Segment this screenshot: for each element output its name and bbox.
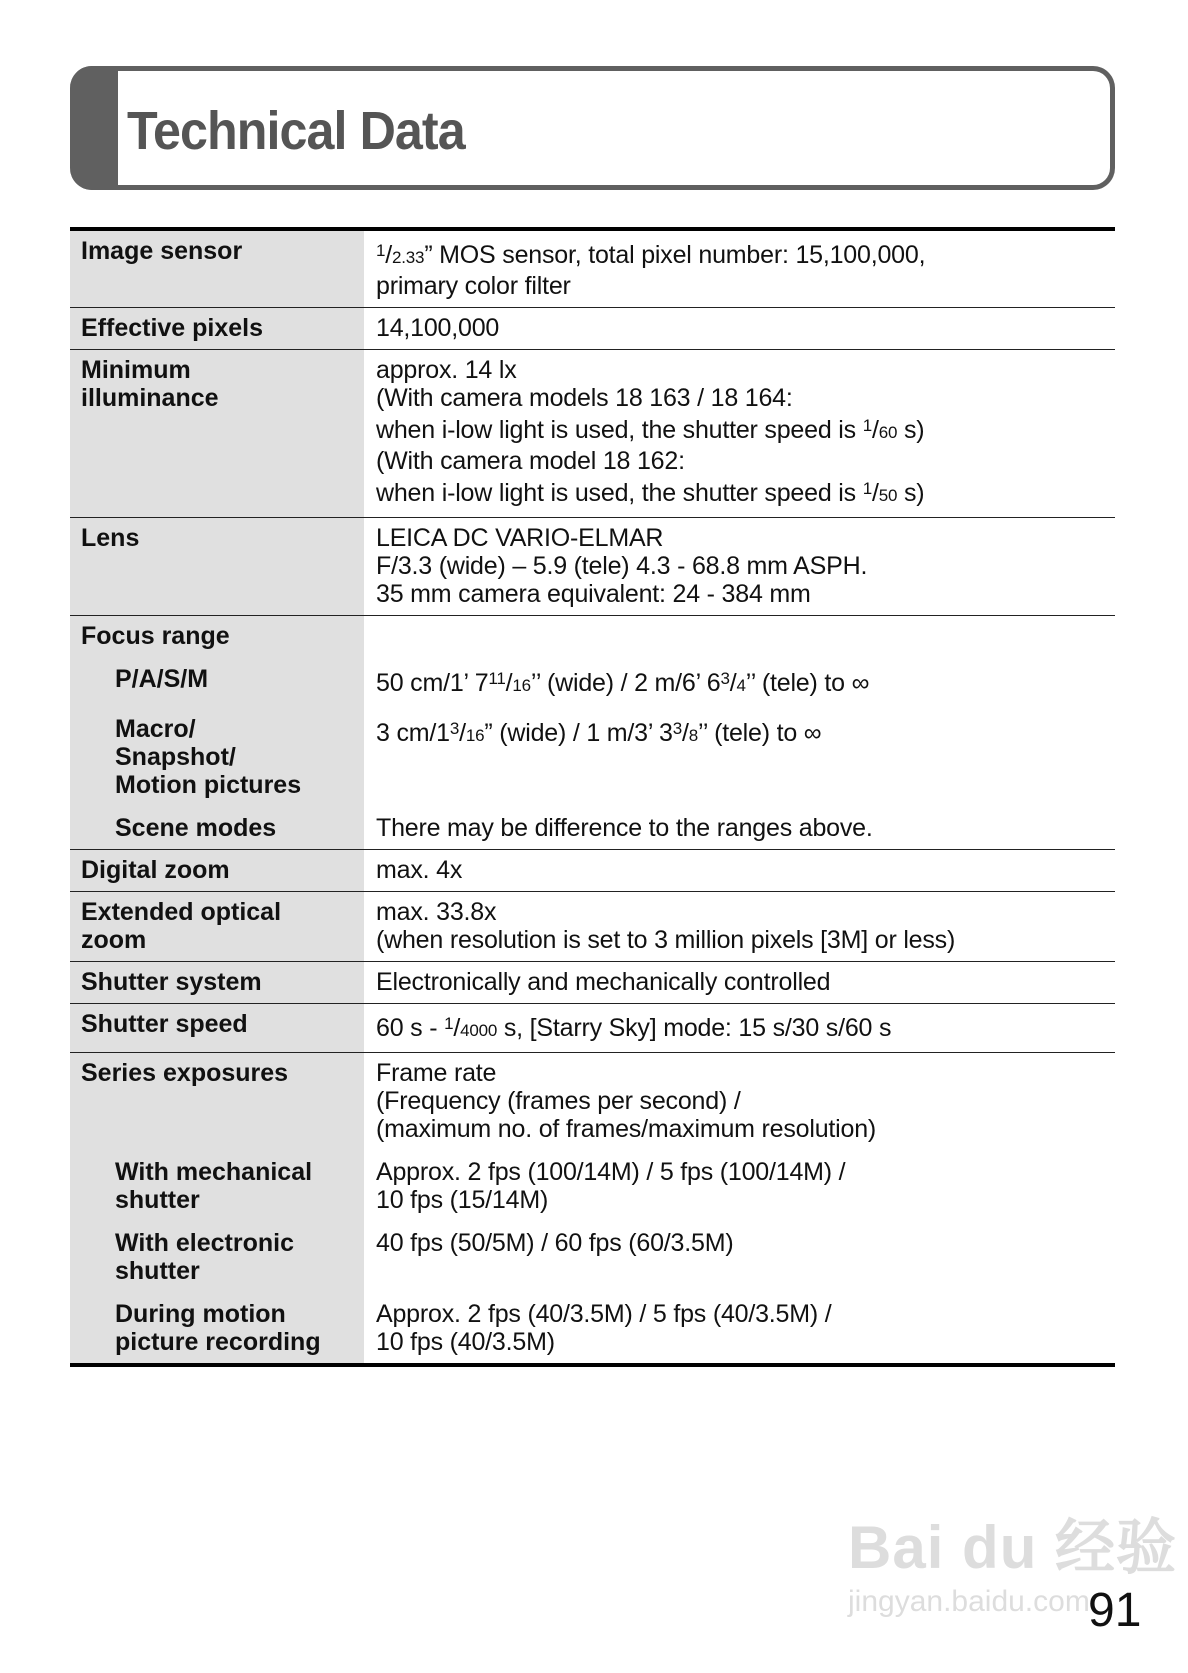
spec-label bbox=[70, 1004, 364, 1052]
fraction-numerator: 11 bbox=[488, 669, 506, 688]
value-text: s) bbox=[897, 416, 925, 444]
value-line bbox=[376, 1158, 1105, 1186]
label-line: During motion bbox=[115, 1300, 286, 1328]
value-text: max. 4x bbox=[376, 856, 463, 884]
label-line: shutter bbox=[115, 1257, 200, 1285]
value-text: 35 mm camera equivalent: 24 - 384 mm bbox=[376, 580, 811, 608]
spec-block bbox=[70, 892, 1115, 961]
spec-block bbox=[70, 518, 1115, 615]
spec-sublabel bbox=[70, 1288, 364, 1363]
value-line bbox=[376, 1229, 1105, 1257]
spec-block bbox=[70, 616, 1115, 653]
table-row bbox=[70, 350, 1115, 518]
spec-value bbox=[364, 962, 1115, 1003]
value-line bbox=[376, 356, 1105, 384]
spec-sublabel bbox=[70, 1146, 364, 1217]
value-text: when i-low light is used, the shutter speed is bbox=[376, 479, 863, 507]
spec-block bbox=[70, 703, 1115, 802]
fraction bbox=[376, 241, 424, 269]
spec-value bbox=[364, 1217, 1115, 1288]
fraction bbox=[863, 416, 898, 444]
value-text: Electronically and mechanically controlled bbox=[376, 968, 831, 996]
fraction bbox=[863, 479, 898, 507]
fraction-numerator: 1 bbox=[862, 479, 872, 498]
spec-sublabel bbox=[70, 653, 364, 703]
value-text: 60 s - bbox=[376, 1014, 445, 1042]
value-line bbox=[376, 1059, 1105, 1087]
spec-value bbox=[364, 616, 1115, 653]
value-text: (when resolution is set to 3 million pixels [3M] or less) bbox=[376, 926, 956, 954]
value-line bbox=[376, 552, 1105, 580]
value-line bbox=[376, 1328, 1105, 1356]
value-text: (With camera models 18 163 / 18 164: bbox=[376, 384, 793, 412]
label-line: Extended optical bbox=[81, 898, 282, 926]
value-line bbox=[376, 1010, 1105, 1045]
fraction-denominator: 60 bbox=[878, 423, 898, 442]
value-text: F/3.3 (wide) – 5.9 (tele) 4.3 - 68.8 mm ASPH. bbox=[376, 552, 868, 580]
value-text: Approx. 2 fps (40/3.5M) / 5 fps (40/3.5M) / bbox=[376, 1300, 832, 1328]
value-line bbox=[376, 1300, 1105, 1328]
fraction-denominator: 8 bbox=[688, 726, 699, 745]
fraction-numerator: 1 bbox=[376, 241, 386, 260]
value-line bbox=[376, 272, 1105, 300]
spec-value bbox=[364, 703, 1115, 802]
label-line: Lens bbox=[81, 524, 140, 552]
fraction-denominator: 16 bbox=[465, 726, 485, 745]
value-text: Frame rate bbox=[376, 1059, 497, 1087]
fraction-numerator: 3 bbox=[720, 669, 730, 688]
label-line: Macro/ bbox=[115, 715, 196, 743]
fraction-numerator: 1 bbox=[862, 416, 872, 435]
page-title: Technical Data bbox=[127, 101, 465, 161]
table-row bbox=[70, 892, 1115, 962]
label-line: Snapshot/ bbox=[115, 743, 236, 771]
value-line bbox=[376, 1186, 1105, 1214]
value-text: (Frequency (frames per second) / bbox=[376, 1087, 741, 1115]
spec-label bbox=[70, 518, 364, 615]
spec-block bbox=[70, 802, 1115, 849]
table-row bbox=[70, 1053, 1115, 1363]
label-line: Scene modes bbox=[115, 814, 277, 842]
value-line bbox=[376, 856, 1105, 884]
label-line: P/A/S/M bbox=[115, 665, 209, 693]
label-line: Minimum bbox=[81, 356, 191, 384]
label-line: picture recording bbox=[115, 1328, 321, 1356]
baidu-watermark-url: jingyan.baidu.com bbox=[848, 1585, 1090, 1618]
fraction-slash: / bbox=[729, 669, 737, 697]
value-text: ’’ (tele) to ∞ bbox=[698, 719, 822, 747]
fraction-denominator: 2.33 bbox=[392, 248, 425, 267]
spec-sublabel bbox=[70, 802, 364, 849]
value-line bbox=[376, 524, 1105, 552]
value-text: s, [Starry Sky] mode: 15 s/30 s/60 s bbox=[497, 1014, 892, 1042]
value-text: (With camera model 18 162: bbox=[376, 447, 685, 475]
spec-value bbox=[364, 1288, 1115, 1363]
table-row bbox=[70, 616, 1115, 850]
table-row bbox=[70, 231, 1115, 308]
value-text: primary color filter bbox=[376, 272, 571, 300]
value-line bbox=[376, 926, 1105, 954]
spec-label bbox=[70, 350, 364, 517]
value-line bbox=[376, 1087, 1105, 1115]
spec-value bbox=[364, 892, 1115, 961]
fraction-slash: / bbox=[505, 669, 513, 697]
spec-value bbox=[364, 518, 1115, 615]
spec-block bbox=[70, 1053, 1115, 1146]
value-text: ” MOS sensor, total pixel number: 15,100,000, bbox=[424, 241, 926, 269]
fraction-numerator: 3 bbox=[672, 719, 683, 738]
spec-value bbox=[364, 1004, 1115, 1052]
spec-value bbox=[364, 850, 1115, 891]
value-text: ” (wide) / 1 m/3’ 3 bbox=[484, 719, 673, 747]
value-line bbox=[376, 898, 1105, 926]
spec-value bbox=[364, 653, 1115, 703]
fraction-denominator: 16 bbox=[512, 676, 531, 695]
spec-block bbox=[70, 231, 1115, 307]
value-line bbox=[376, 1115, 1105, 1143]
label-line: With mechanical bbox=[115, 1158, 313, 1186]
spec-label bbox=[70, 892, 364, 961]
table-row bbox=[70, 962, 1115, 1004]
fraction-slash: / bbox=[871, 416, 879, 444]
label-line: zoom bbox=[81, 926, 147, 954]
label-line: shutter bbox=[115, 1186, 200, 1214]
fraction-slash: / bbox=[682, 719, 689, 747]
fraction-slash: / bbox=[871, 479, 879, 507]
fraction-slash: / bbox=[385, 241, 393, 269]
fraction-denominator: 50 bbox=[878, 486, 898, 505]
value-line bbox=[376, 580, 1105, 608]
fraction-denominator: 4 bbox=[736, 676, 746, 695]
fraction bbox=[450, 719, 485, 747]
fraction bbox=[444, 1014, 497, 1042]
spec-label bbox=[70, 962, 364, 1003]
spec-block bbox=[70, 308, 1115, 349]
value-text: 14,100,000 bbox=[376, 314, 500, 342]
spec-sublabel bbox=[70, 703, 364, 802]
label-line: Motion pictures bbox=[115, 771, 302, 799]
spec-block bbox=[70, 1288, 1115, 1363]
title-box-accent-bar bbox=[70, 66, 118, 190]
value-text: 40 fps (50/5M) / 60 fps (60/3.5M) bbox=[376, 1229, 734, 1257]
label-line: Shutter system bbox=[81, 968, 262, 996]
spec-block bbox=[70, 962, 1115, 1003]
fraction-slash: / bbox=[453, 1014, 461, 1042]
spec-label bbox=[70, 308, 364, 349]
fraction bbox=[721, 669, 746, 697]
value-line bbox=[376, 968, 1105, 996]
spec-block bbox=[70, 850, 1115, 891]
value-line bbox=[376, 475, 1105, 510]
table-row bbox=[70, 1004, 1115, 1053]
spec-sublabel bbox=[70, 1217, 364, 1288]
spec-value bbox=[364, 350, 1115, 517]
label-line: Focus range bbox=[81, 622, 230, 650]
table-row bbox=[70, 850, 1115, 892]
value-text: s) bbox=[897, 479, 925, 507]
baidu-watermark-logo: Bai du 经验 bbox=[848, 1514, 1178, 1581]
value-text: LEICA DC VARIO-ELMAR bbox=[376, 524, 664, 552]
value-text: 10 fps (40/3.5M) bbox=[376, 1328, 555, 1356]
label-line: Image sensor bbox=[81, 237, 243, 265]
spec-block bbox=[70, 1004, 1115, 1052]
value-text: 3 cm/1 bbox=[376, 719, 450, 747]
spec-block bbox=[70, 1146, 1115, 1217]
spec-value bbox=[364, 1146, 1115, 1217]
spec-block bbox=[70, 653, 1115, 703]
value-line bbox=[376, 314, 1105, 342]
spec-value bbox=[364, 1053, 1115, 1146]
value-line bbox=[376, 237, 1105, 272]
value-text: 50 cm/1’ 7 bbox=[376, 669, 489, 697]
value-line bbox=[376, 814, 1105, 842]
label-line: Shutter speed bbox=[81, 1010, 248, 1038]
value-line bbox=[376, 715, 1105, 750]
page-number: 91 bbox=[1088, 1584, 1142, 1637]
spec-block bbox=[70, 350, 1115, 517]
label-line: With electronic bbox=[115, 1229, 294, 1257]
value-text: ’’ (wide) / 2 m/6’ 6 bbox=[530, 669, 721, 697]
table-row bbox=[70, 518, 1115, 616]
spec-value bbox=[364, 231, 1115, 307]
spec-value bbox=[364, 802, 1115, 849]
spec-value bbox=[364, 308, 1115, 349]
fraction-numerator: 3 bbox=[449, 719, 460, 738]
label-line: Effective pixels bbox=[81, 314, 264, 342]
value-text: approx. 14 lx bbox=[376, 356, 517, 384]
value-text: max. 33.8x bbox=[376, 898, 497, 926]
label-line: illuminance bbox=[81, 384, 219, 412]
value-line bbox=[376, 447, 1105, 475]
value-text: when i-low light is used, the shutter speed is bbox=[376, 416, 863, 444]
spec-block bbox=[70, 1217, 1115, 1288]
spec-label bbox=[70, 616, 364, 653]
spec-label bbox=[70, 1053, 364, 1146]
spec-label bbox=[70, 850, 364, 891]
value-text: There may be difference to the ranges above. bbox=[376, 814, 873, 842]
fraction-numerator: 1 bbox=[444, 1014, 454, 1033]
spec-table bbox=[70, 227, 1115, 1367]
table-row bbox=[70, 308, 1115, 350]
value-text: ’’ (tele) to ∞ bbox=[745, 669, 870, 697]
fraction bbox=[673, 719, 698, 747]
fraction bbox=[488, 669, 531, 697]
value-line bbox=[376, 412, 1105, 447]
value-line bbox=[376, 384, 1105, 412]
value-text: 10 fps (15/14M) bbox=[376, 1186, 549, 1214]
label-line: Digital zoom bbox=[81, 856, 230, 884]
label-line: Series exposures bbox=[81, 1059, 289, 1087]
fraction-denominator: 4000 bbox=[460, 1021, 498, 1040]
value-text: (maximum no. of frames/maximum resolution) bbox=[376, 1115, 877, 1143]
fraction-slash: / bbox=[459, 719, 466, 747]
value-text: Approx. 2 fps (100/14M) / 5 fps (100/14M) / bbox=[376, 1158, 846, 1186]
spec-label bbox=[70, 231, 364, 307]
value-line bbox=[376, 665, 1105, 700]
